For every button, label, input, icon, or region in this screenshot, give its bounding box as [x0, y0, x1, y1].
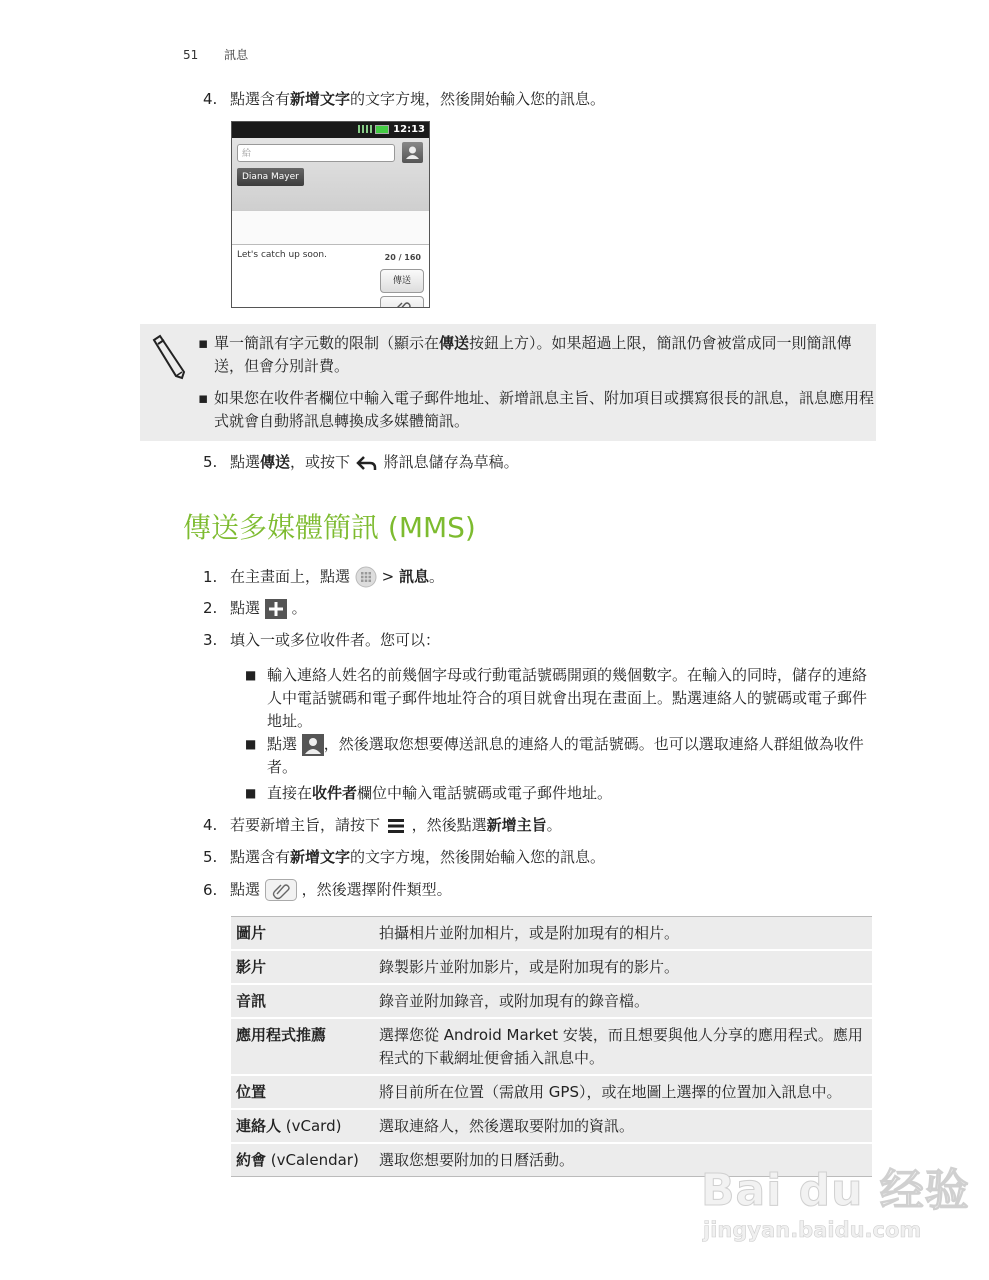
mms-sub-item-2: ■ 點選 ，然後選取您想要傳送訊息的連絡人的電話號碼。也可以選取連絡人群組做為收件者。 — [245, 735, 864, 776]
attachment-type: 圖片 — [231, 917, 374, 951]
mms-step-1: 1. 在主畫面上，點選 > 訊息。 — [203, 566, 444, 588]
attachment-description: 選擇您從 Android Market 安裝，而且想要與他人分享的應用程式。應用程式的下載網址便會插入訊息中。 — [374, 1018, 872, 1075]
recipient-area — [232, 138, 429, 210]
phone-screenshot — [231, 121, 430, 308]
message-thread-area — [232, 210, 429, 244]
mms-sub-item-1: ■ 輸入連絡人姓名的前幾個字母或行動電話號碼開頭的幾個數字。在輸入的同時，儲存的連絡人中電話號碼和電子郵件地址符合的項目就會出現在畫面上。點選連絡人的號碼或電子郵件地址。 — [245, 666, 868, 730]
table-row — [231, 1109, 872, 1143]
attachment-types-table — [231, 916, 872, 1177]
table-row — [231, 917, 872, 951]
mms-step-3: 3. 填入一或多位收件者。您可以： — [203, 631, 441, 649]
attachment-type: 連絡人 (vCard) — [231, 1109, 374, 1143]
attach-button[interactable] — [380, 296, 424, 308]
attachment-type: 應用程式推薦 — [231, 1018, 374, 1075]
menu-icon — [385, 816, 407, 836]
attachment-type: 音訊 — [231, 984, 374, 1018]
pencil-icon — [150, 334, 186, 380]
person-icon — [402, 142, 423, 163]
step-5-top: 5. 點選傳送，或按下 將訊息儲存為草稿。 — [203, 453, 519, 471]
mms-step-5: 5. 點選含有新增文字的文字方塊，然後開始輸入您的訊息。 — [203, 848, 606, 866]
plus-icon — [265, 599, 287, 619]
person-icon — [302, 734, 324, 756]
watermark-brand: Bai du 经验 — [701, 1165, 970, 1216]
watermark-url: jingyan.baidu.com — [703, 1218, 922, 1242]
page-number: 51 — [183, 48, 199, 62]
compose-area — [232, 244, 429, 308]
mms-step-4: 4. 若要新增主旨，請按下 ，然後點選新增主旨。 — [203, 816, 562, 834]
table-row — [231, 984, 872, 1018]
apps-grid-icon — [355, 566, 377, 588]
attachment-description: 將目前所在位置（需啟用 GPS），或在地圖上選擇的位置加入訊息中。 — [374, 1075, 872, 1109]
contact-picker-button[interactable] — [402, 142, 423, 163]
mms-sub-item-3: ■ 直接在收件者欄位中輸入電話號碼或電子郵件地址。 — [245, 784, 613, 802]
to-input[interactable]: 給 — [237, 144, 395, 162]
signal-icon — [358, 125, 372, 133]
send-button[interactable]: 傳送 — [380, 269, 424, 293]
char-count: 20 / 160 — [384, 253, 421, 262]
status-bar — [232, 122, 429, 138]
back-arrow-icon — [355, 454, 379, 472]
paperclip-icon — [381, 297, 423, 308]
paperclip-icon — [265, 879, 297, 901]
message-text[interactable]: Let's catch up soon. — [237, 250, 327, 260]
note-item: ▪ 如果您在收件者欄位中輸入電子郵件地址、新增訊息主旨、附加項目或撰寫很長的訊息，訊息應用程式就會自動將訊息轉換成多媒體簡訊。 — [198, 389, 875, 430]
attachment-description: 錄音並附加錄音，或附加現有的錄音檔。 — [374, 984, 872, 1018]
table-row — [231, 1075, 872, 1109]
note-box — [140, 324, 876, 441]
page-header — [183, 46, 248, 63]
table-row — [231, 950, 872, 984]
recipient-chip[interactable]: Diana Mayer — [237, 168, 304, 186]
table-row — [231, 1018, 872, 1075]
mms-step-6: 6. 點選 ，然後選擇附件類型。 — [203, 879, 452, 901]
note-item: ▪ 單一簡訊有字元數的限制（顯示在傳送按鈕上方）。如果超過上限，簡訊仍會被當成同一則簡訊傳送，但會分別計費。 — [198, 334, 852, 375]
attachment-description: 選取您想要附加的日曆活動。 — [374, 1143, 872, 1177]
step-4-top: 4. 點選含有新增文字的文字方塊，然後開始輸入您的訊息。 — [203, 90, 606, 108]
attachment-type: 約會 (vCalendar) — [231, 1143, 374, 1177]
status-time: 12:13 — [393, 124, 425, 135]
mms-step-2: 2. 點選 。 — [203, 599, 307, 617]
chapter-title: 訊息 — [224, 48, 249, 62]
attachment-description: 錄製影片並附加影片，或是附加現有的影片。 — [374, 950, 872, 984]
attachment-type: 影片 — [231, 950, 374, 984]
baidu-watermark — [701, 1154, 970, 1242]
battery-icon — [375, 125, 389, 134]
section-title: 傳送多媒體簡訊 (MMS) — [183, 511, 476, 544]
attachment-type: 位置 — [231, 1075, 374, 1109]
attachment-description: 選取連絡人，然後選取要附加的資訊。 — [374, 1109, 872, 1143]
attachment-description: 拍攝相片並附加相片，或是附加現有的相片。 — [374, 917, 872, 951]
